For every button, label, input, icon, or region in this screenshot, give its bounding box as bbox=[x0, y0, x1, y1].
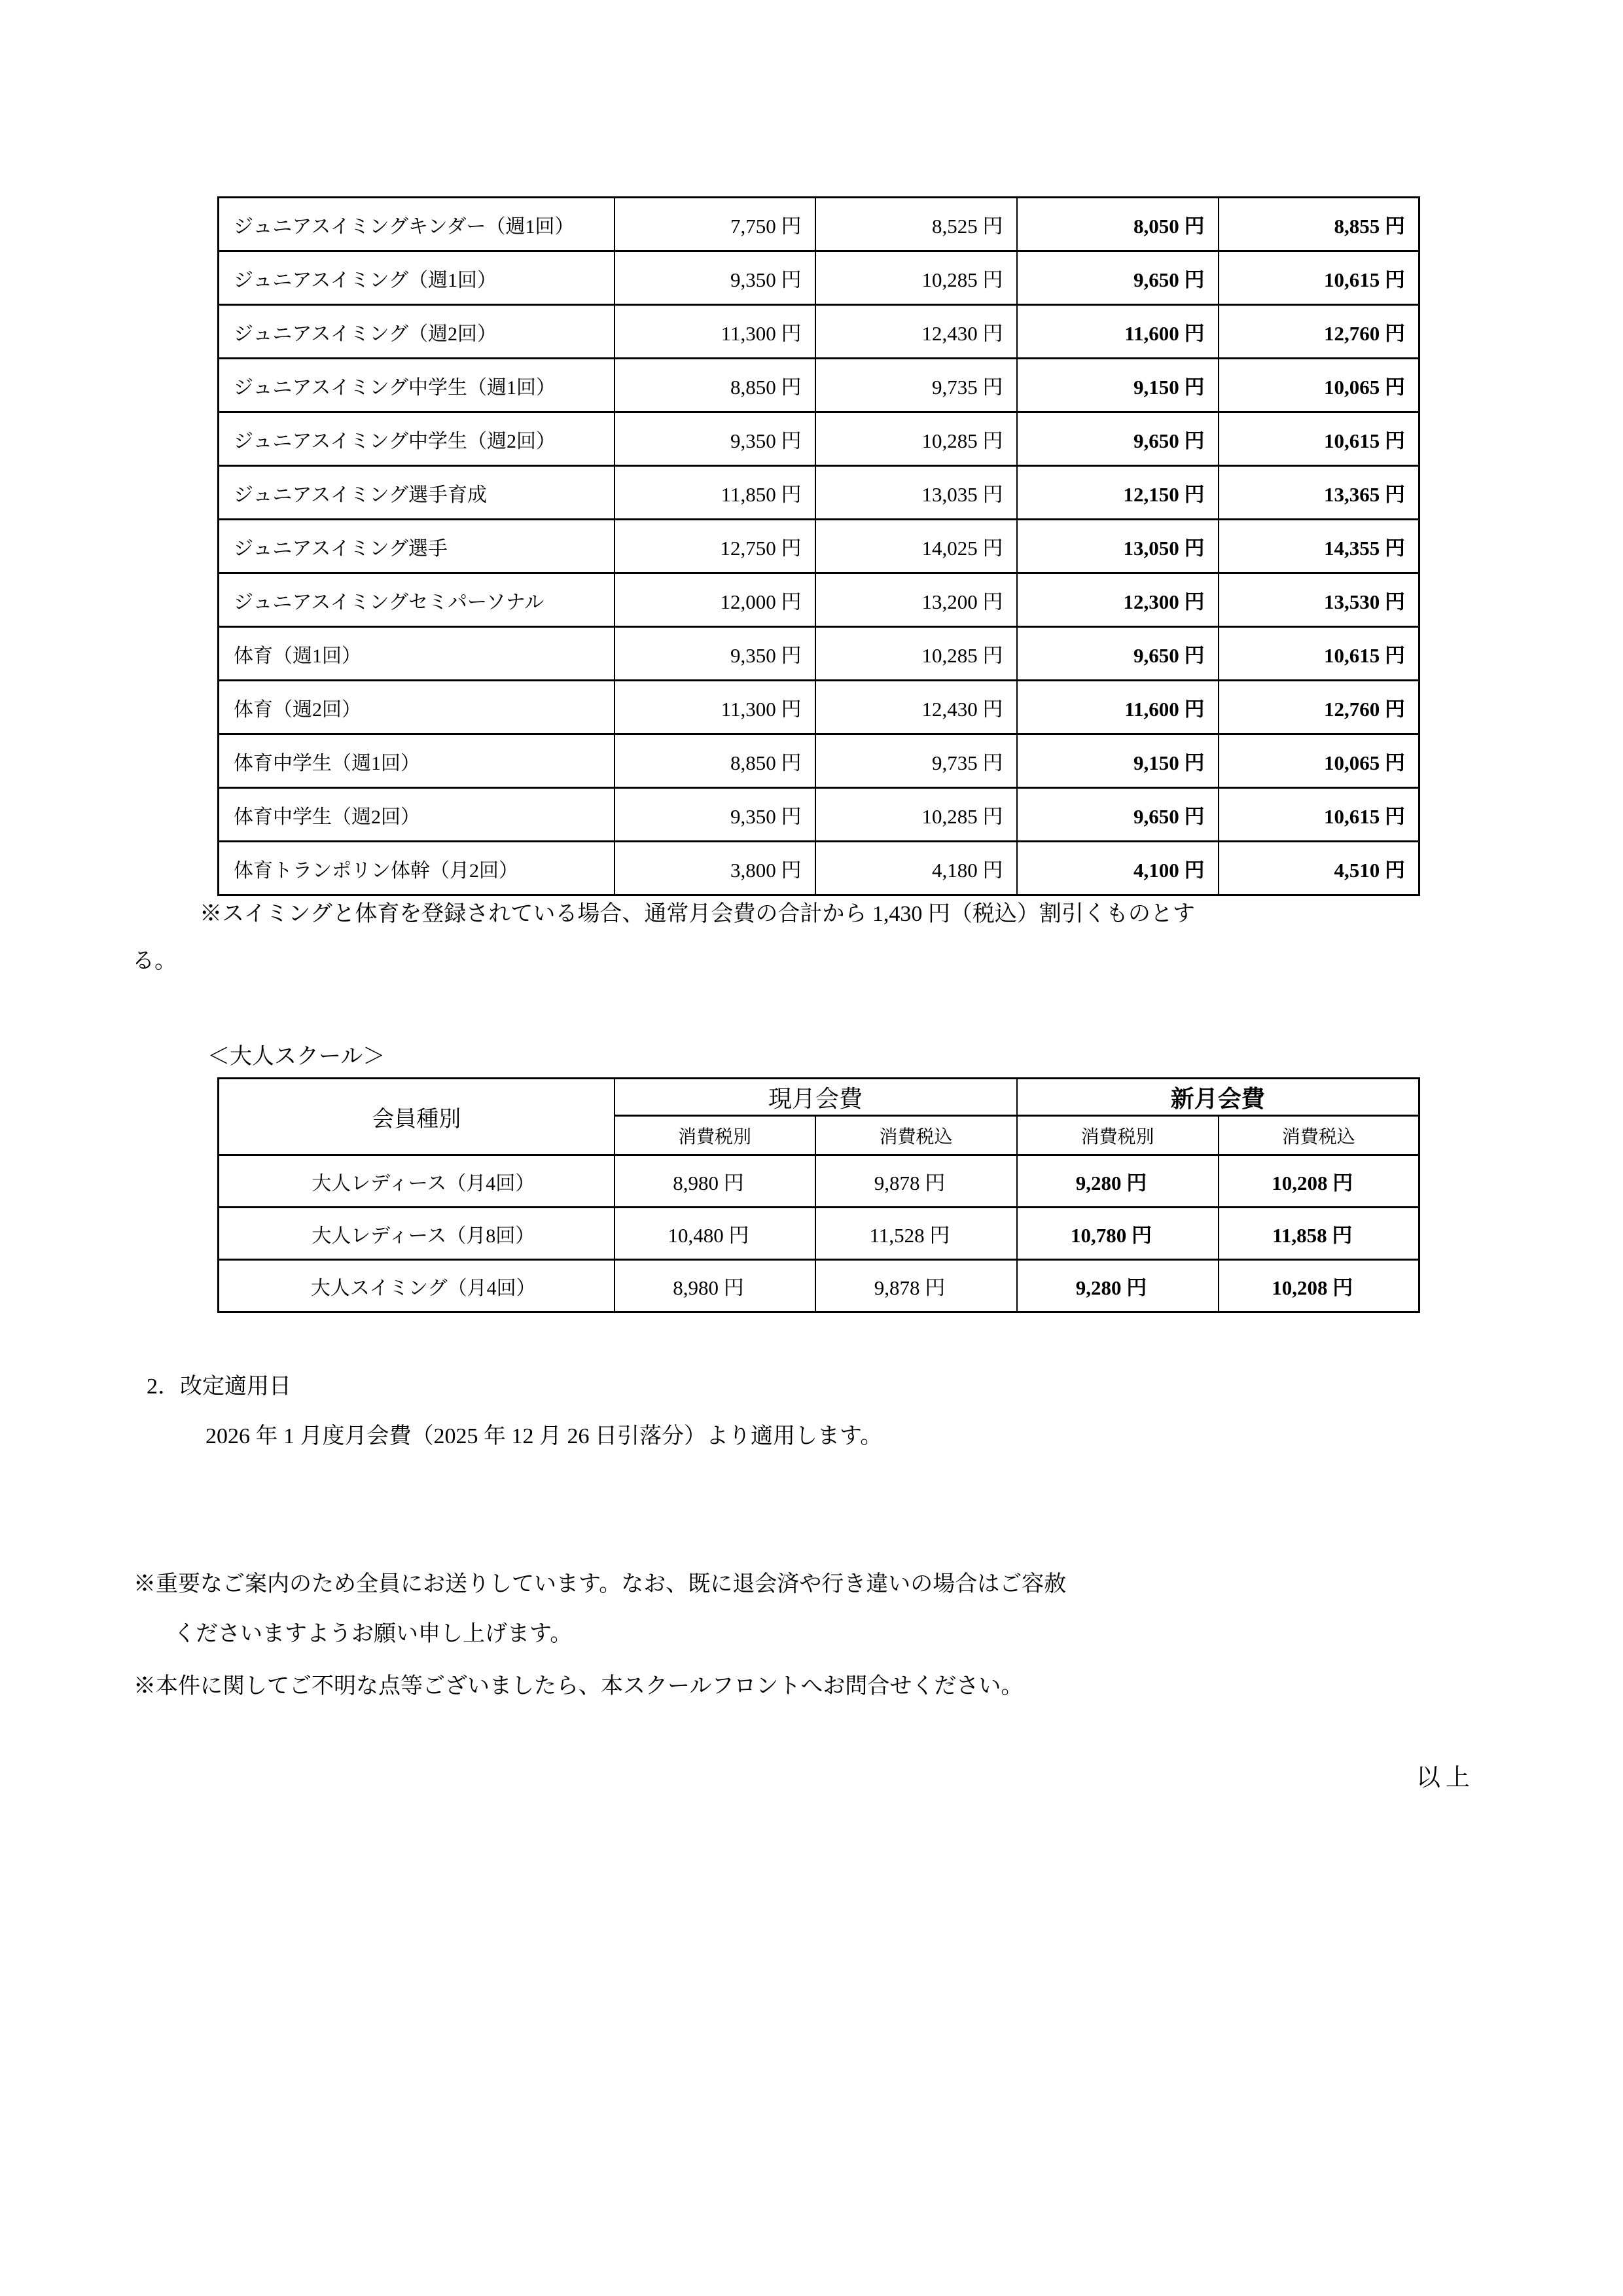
current-fee-incl-cell: 9,878 円 bbox=[815, 1155, 1017, 1208]
new-fee-excl-cell: 9,650 円 bbox=[1017, 412, 1219, 466]
new-fee-incl-cell: 14,355 円 bbox=[1219, 520, 1419, 573]
adult-school-heading: ＜大人スクール＞ bbox=[207, 1045, 385, 1069]
new-fee-incl-cell: 13,365 円 bbox=[1219, 466, 1419, 520]
member-type-cell: 大人レディース（月8回） bbox=[219, 1208, 615, 1260]
new-fee-excl-cell: 9,150 円 bbox=[1017, 734, 1219, 788]
junior-fee-table bbox=[217, 196, 1420, 896]
current-excl-subheader: 消費税別 bbox=[615, 1116, 815, 1155]
new-fee-incl-cell: 10,065 円 bbox=[1219, 359, 1419, 412]
current-fee-excl-cell: 10,480 円 bbox=[615, 1208, 815, 1260]
new-incl-subheader: 消費税込 bbox=[1219, 1116, 1419, 1155]
current-fee-incl-cell: 11,528 円 bbox=[815, 1208, 1017, 1260]
current-fee-excl-cell: 9,350 円 bbox=[615, 788, 815, 842]
table-row bbox=[219, 842, 1419, 895]
new-fee-excl-cell: 9,650 円 bbox=[1017, 251, 1219, 305]
current-fee-excl-cell: 9,350 円 bbox=[615, 412, 815, 466]
current-fee-incl-cell: 12,430 円 bbox=[815, 681, 1017, 734]
member-type-cell: ジュニアスイミング中学生（週1回） bbox=[219, 359, 615, 412]
member-type-cell: 体育中学生（週1回） bbox=[219, 734, 615, 788]
closing-note-line1: ※重要なご案内のため全員にお送りしています。なお、既に退会済や行き違いの場合はご容赦 bbox=[134, 1572, 1067, 1596]
current-incl-subheader: 消費税込 bbox=[815, 1116, 1017, 1155]
table-row bbox=[219, 734, 1419, 788]
new-fee-excl-cell: 9,650 円 bbox=[1017, 627, 1219, 681]
new-excl-subheader: 消費税別 bbox=[1017, 1116, 1219, 1155]
new-fee-excl-cell: 4,100 円 bbox=[1017, 842, 1219, 895]
current-fee-excl-cell: 11,300 円 bbox=[615, 681, 815, 734]
new-fee-excl-cell: 12,150 円 bbox=[1017, 466, 1219, 520]
current-fee-excl-cell: 9,350 円 bbox=[615, 251, 815, 305]
current-fee-incl-cell: 13,200 円 bbox=[815, 573, 1017, 627]
new-fee-incl-cell: 4,510 円 bbox=[1219, 842, 1419, 895]
table-row bbox=[219, 305, 1419, 359]
current-fee-incl-cell: 13,035 円 bbox=[815, 466, 1017, 520]
discount-note-line2: る。 bbox=[132, 949, 177, 973]
current-fee-excl-cell: 11,300 円 bbox=[615, 305, 815, 359]
member-type-cell: 体育（週2回） bbox=[219, 681, 615, 734]
member-type-cell: 体育（週1回） bbox=[219, 627, 615, 681]
new-fee-excl-cell: 9,280 円 bbox=[1017, 1155, 1219, 1208]
table-row bbox=[219, 466, 1419, 520]
current-fee-excl-cell: 8,980 円 bbox=[615, 1155, 815, 1208]
table-row bbox=[219, 520, 1419, 573]
current-fee-excl-cell: 11,850 円 bbox=[615, 466, 815, 520]
current-fee-excl-cell: 8,850 円 bbox=[615, 359, 815, 412]
table-row bbox=[219, 1260, 1419, 1312]
new-fee-incl-cell: 12,760 円 bbox=[1219, 305, 1419, 359]
new-fee-incl-cell: 10,615 円 bbox=[1219, 412, 1419, 466]
new-fee-excl-cell: 12,300 円 bbox=[1017, 573, 1219, 627]
new-fee-excl-cell: 11,600 円 bbox=[1017, 681, 1219, 734]
current-fee-excl-cell: 8,980 円 bbox=[615, 1260, 815, 1312]
new-fee-excl-cell: 9,280 円 bbox=[1017, 1260, 1219, 1312]
new-fee-excl-cell: 9,150 円 bbox=[1017, 359, 1219, 412]
current-fee-incl-cell: 10,285 円 bbox=[815, 412, 1017, 466]
member-type-header: 会員種別 bbox=[219, 1079, 615, 1155]
current-fee-incl-cell: 14,025 円 bbox=[815, 520, 1017, 573]
table-header-row bbox=[219, 1079, 1419, 1116]
current-fee-excl-cell: 7,750 円 bbox=[615, 198, 815, 251]
table-row bbox=[219, 251, 1419, 305]
new-fee-incl-cell: 10,615 円 bbox=[1219, 251, 1419, 305]
new-fee-header: 新月会費 bbox=[1017, 1079, 1419, 1116]
current-fee-incl-cell: 10,285 円 bbox=[815, 788, 1017, 842]
current-fee-incl-cell: 12,430 円 bbox=[815, 305, 1017, 359]
new-fee-excl-cell: 10,780 円 bbox=[1017, 1208, 1219, 1260]
new-fee-incl-cell: 10,615 円 bbox=[1219, 627, 1419, 681]
member-type-cell: ジュニアスイミング（週1回） bbox=[219, 251, 615, 305]
new-fee-excl-cell: 8,050 円 bbox=[1017, 198, 1219, 251]
member-type-cell: ジュニアスイミングキンダー（週1回） bbox=[219, 198, 615, 251]
member-type-cell: 大人レディース（月4回） bbox=[219, 1155, 615, 1208]
member-type-cell: ジュニアスイミング中学生（週2回） bbox=[219, 412, 615, 466]
member-type-cell: ジュニアスイミング選手 bbox=[219, 520, 615, 573]
revision-body: 2026 年 1 月度月会費（2025 年 12 月 26 日引落分）より適用します。 bbox=[205, 1424, 883, 1448]
table-row bbox=[219, 412, 1419, 466]
new-fee-incl-cell: 10,208 円 bbox=[1219, 1260, 1419, 1312]
current-fee-incl-cell: 10,285 円 bbox=[815, 251, 1017, 305]
current-fee-incl-cell: 10,285 円 bbox=[815, 627, 1017, 681]
current-fee-excl-cell: 12,000 円 bbox=[615, 573, 815, 627]
closing-word: 以上 bbox=[1416, 1765, 1475, 1791]
member-type-cell: 体育中学生（週2回） bbox=[219, 788, 615, 842]
revision-heading: 2．改定適用日 bbox=[147, 1374, 291, 1399]
table-row bbox=[219, 573, 1419, 627]
member-type-cell: ジュニアスイミング選手育成 bbox=[219, 466, 615, 520]
new-fee-excl-cell: 9,650 円 bbox=[1017, 788, 1219, 842]
current-fee-incl-cell: 4,180 円 bbox=[815, 842, 1017, 895]
adult-fee-table bbox=[217, 1077, 1420, 1313]
table-row bbox=[219, 1208, 1419, 1260]
closing-note-line2: くださいますようお願い申し上げます。 bbox=[173, 1622, 573, 1646]
member-type-cell: ジュニアスイミングセミパーソナル bbox=[219, 573, 615, 627]
table-row bbox=[219, 1155, 1419, 1208]
current-fee-excl-cell: 3,800 円 bbox=[615, 842, 815, 895]
member-type-cell: 大人スイミング（月4回） bbox=[219, 1260, 615, 1312]
new-fee-excl-cell: 11,600 円 bbox=[1017, 305, 1219, 359]
current-fee-incl-cell: 9,735 円 bbox=[815, 359, 1017, 412]
table-row bbox=[219, 681, 1419, 734]
member-type-cell: ジュニアスイミング（週2回） bbox=[219, 305, 615, 359]
discount-note-line1: ※スイミングと体育を登録されている場合、通常月会費の合計から 1,430 円（税込）割引くものとす bbox=[200, 902, 1195, 926]
table-row bbox=[219, 359, 1419, 412]
new-fee-incl-cell: 10,065 円 bbox=[1219, 734, 1419, 788]
current-fee-excl-cell: 9,350 円 bbox=[615, 627, 815, 681]
current-fee-incl-cell: 9,878 円 bbox=[815, 1260, 1017, 1312]
closing-note-line3: ※本件に関してご不明な点等ございましたら、本スクールフロントへお問合せください。 bbox=[134, 1674, 1024, 1698]
new-fee-incl-cell: 10,615 円 bbox=[1219, 788, 1419, 842]
table-row bbox=[219, 788, 1419, 842]
current-fee-incl-cell: 8,525 円 bbox=[815, 198, 1017, 251]
member-type-cell: 体育トランポリン体幹（月2回） bbox=[219, 842, 615, 895]
new-fee-incl-cell: 10,208 円 bbox=[1219, 1155, 1419, 1208]
current-fee-header: 現月会費 bbox=[615, 1079, 1017, 1116]
current-fee-incl-cell: 9,735 円 bbox=[815, 734, 1017, 788]
new-fee-incl-cell: 13,530 円 bbox=[1219, 573, 1419, 627]
current-fee-excl-cell: 12,750 円 bbox=[615, 520, 815, 573]
new-fee-incl-cell: 12,760 円 bbox=[1219, 681, 1419, 734]
current-fee-excl-cell: 8,850 円 bbox=[615, 734, 815, 788]
new-fee-excl-cell: 13,050 円 bbox=[1017, 520, 1219, 573]
table-row bbox=[219, 627, 1419, 681]
new-fee-incl-cell: 11,858 円 bbox=[1219, 1208, 1419, 1260]
table-row bbox=[219, 198, 1419, 251]
new-fee-incl-cell: 8,855 円 bbox=[1219, 198, 1419, 251]
